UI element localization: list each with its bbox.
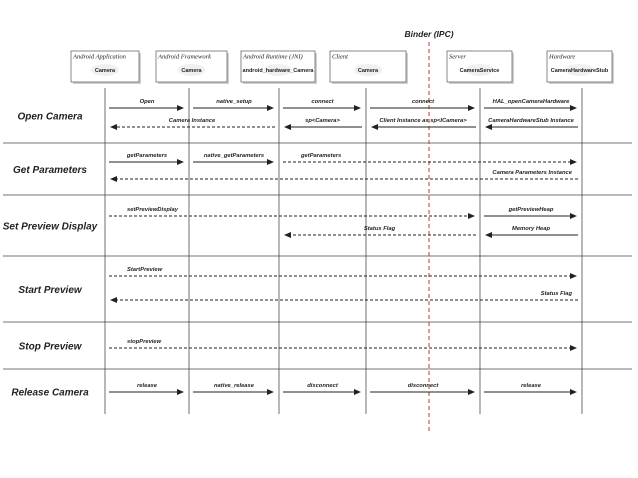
message-label: release xyxy=(137,383,157,389)
message-arrow xyxy=(109,339,576,348)
message-arrow xyxy=(109,267,576,276)
participant-name: Camera xyxy=(181,68,202,74)
message-label: release xyxy=(521,383,541,389)
message-label: connect xyxy=(311,99,334,105)
message-arrow xyxy=(109,153,183,162)
participant-title: Android Application xyxy=(73,53,126,61)
message-arrow xyxy=(111,170,578,179)
message-label: getParameters xyxy=(126,153,168,159)
binder-label: Binder (IPC) xyxy=(404,29,454,39)
participant-title: Server xyxy=(449,53,466,61)
message-label: Status Flag xyxy=(363,226,396,232)
message-label: native_setup xyxy=(216,99,252,105)
message-label: native_getParameters xyxy=(203,153,265,159)
participant-title: Hardware xyxy=(549,53,576,61)
message-label: Open xyxy=(139,99,155,105)
row-title: Start Preview xyxy=(18,285,82,296)
row-title: Open Camera xyxy=(17,111,83,123)
participant-box xyxy=(71,51,141,84)
message-label: setPreviewDisplay xyxy=(127,207,178,213)
message-label: connect xyxy=(411,99,435,105)
participant-box xyxy=(241,51,317,84)
participant-layer xyxy=(71,51,614,84)
message-label: disconnect xyxy=(307,383,338,389)
row-title: Release Camera xyxy=(11,387,89,399)
message-label: Camera Parameters Instance xyxy=(492,170,572,176)
participant-title: Client xyxy=(332,53,348,61)
message-arrow xyxy=(111,291,578,300)
row-title: Stop Preview xyxy=(18,341,82,353)
message-label: Camera Instance xyxy=(168,118,216,124)
message-arrow xyxy=(109,383,183,392)
message-arrow xyxy=(486,118,578,127)
participant-name: android_hardware_Camera xyxy=(242,68,314,74)
row-title: Get Parameters xyxy=(13,165,87,176)
message-arrow xyxy=(370,99,474,108)
participant-name: Camera xyxy=(94,68,116,74)
message-label: stopPreview xyxy=(127,339,162,345)
message-label: Client Instance as sp<ICamera> xyxy=(379,118,467,124)
participant-box xyxy=(156,51,229,84)
message-arrow xyxy=(193,383,273,392)
message-label: getPreviewHeap xyxy=(508,207,554,213)
message-label: native_release xyxy=(214,383,254,389)
message-label: sp<Camera> xyxy=(305,118,340,124)
message-arrow xyxy=(285,226,476,235)
message-arrow xyxy=(486,226,578,235)
message-label: Memory Heap xyxy=(511,226,551,232)
message-label: HAL_openCameraHardware xyxy=(492,99,570,105)
participant-box xyxy=(330,51,408,84)
message-arrow xyxy=(109,99,183,108)
message-arrow xyxy=(484,99,576,108)
participant-name: Camera xyxy=(357,68,379,74)
message-arrow xyxy=(285,118,362,127)
message-arrow xyxy=(193,153,273,162)
message-label: StartPreview xyxy=(127,267,163,273)
message-arrow xyxy=(193,99,273,108)
lifeline-layer xyxy=(105,88,582,414)
message-arrow xyxy=(484,207,576,216)
row-title: Set Preview Display xyxy=(2,221,98,233)
message-label: getParameters xyxy=(301,153,342,159)
message-arrow xyxy=(370,383,474,392)
participant-title: Android Framework xyxy=(158,53,212,61)
message-arrow xyxy=(283,99,360,108)
message-arrow xyxy=(484,383,576,392)
binder-layer xyxy=(404,29,453,432)
message-arrow xyxy=(283,383,360,392)
message-label: disconnect xyxy=(407,383,439,389)
message-arrow xyxy=(111,118,275,127)
message-arrow xyxy=(109,207,474,216)
participant-box xyxy=(547,51,614,84)
participant-name: CameraHardwareStub xyxy=(550,68,609,74)
participant-name: CameraService xyxy=(459,68,500,74)
participant-title: Android Runtime (JNI) xyxy=(243,53,303,61)
participant-box xyxy=(447,51,514,84)
message-arrow xyxy=(372,118,476,127)
message-label: CameraHardwareStub Instance xyxy=(488,118,574,124)
message-label: Status Flag xyxy=(540,291,572,297)
